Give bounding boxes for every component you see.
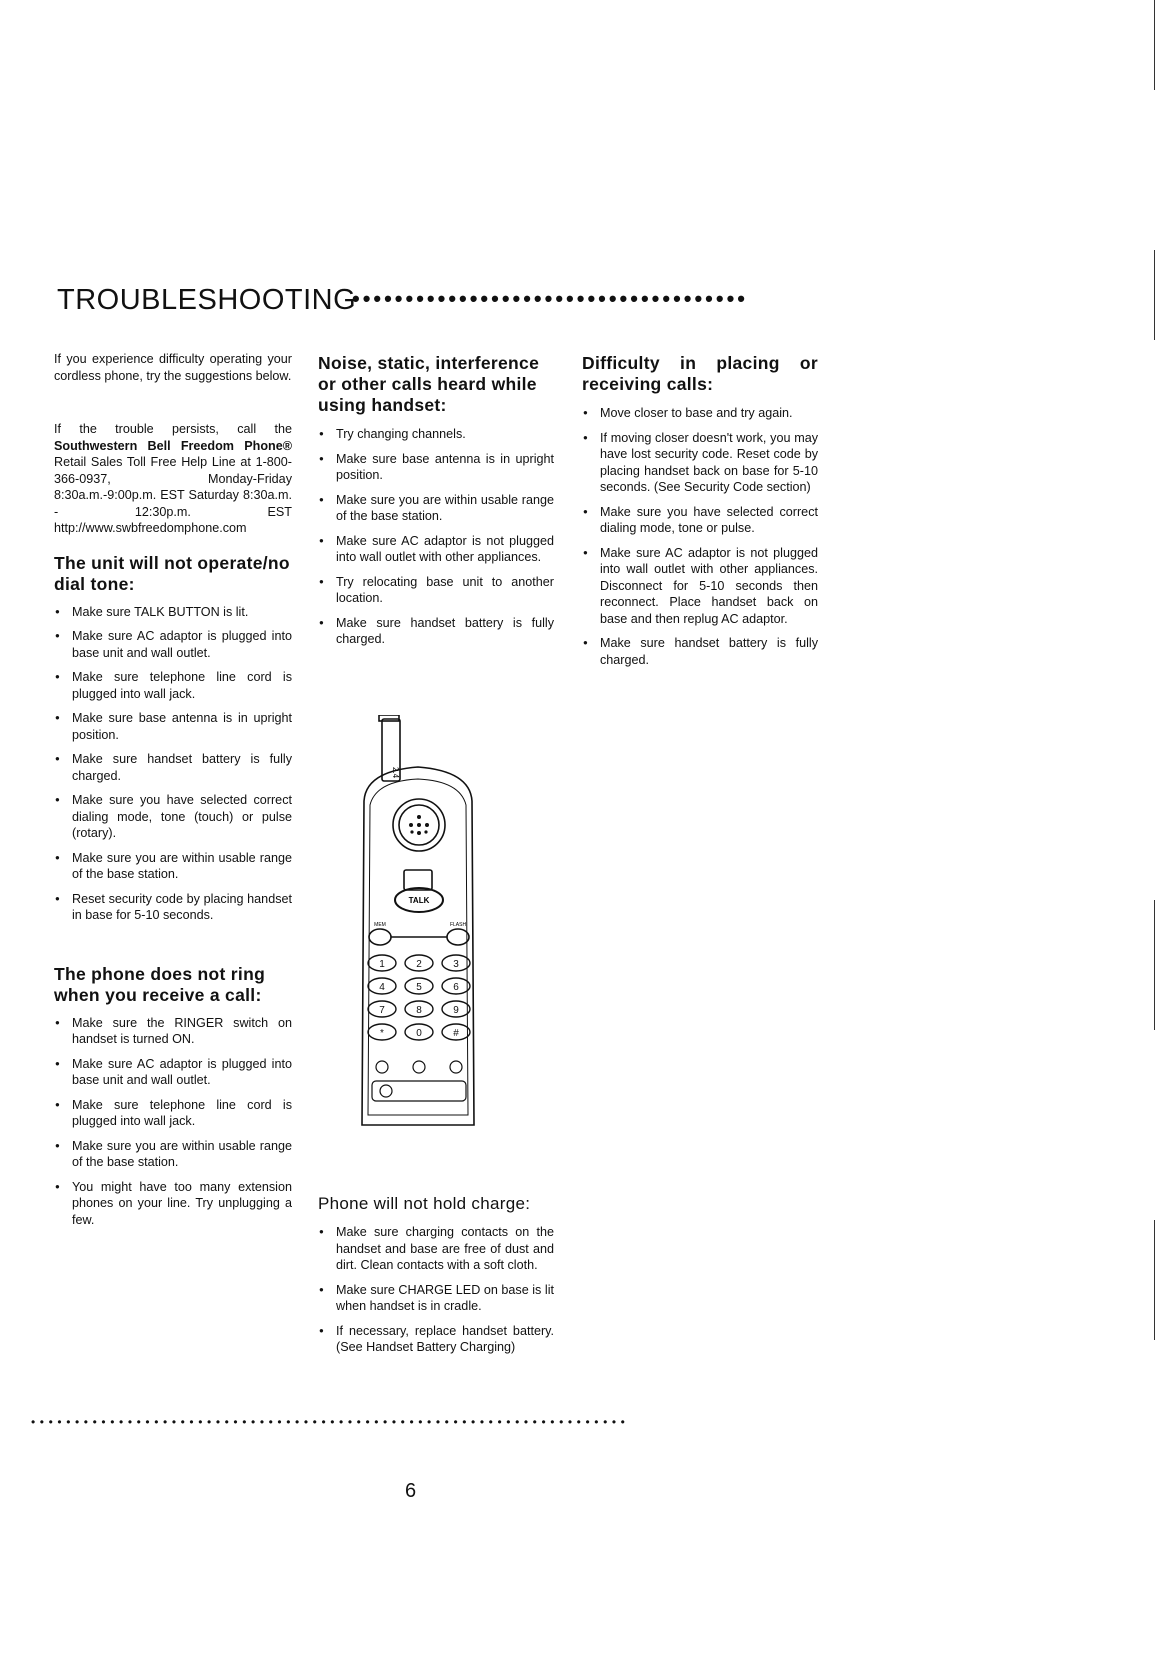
list-item: ● Try relocating base unit to another location. [318,574,554,607]
heading-charge: Phone will not hold charge: [318,1194,531,1213]
keypad-key-label: 2 [416,959,422,970]
list-item: ● Make sure charging contacts on the handset and base are free of dust and dirt. Clean contacts with a soft cloth. [318,1224,554,1274]
flash-key-label: FLASH [449,922,467,928]
keypad-key-label: * [380,1028,384,1039]
list-item: ● Make sure AC adaptor is plugged into base unit and wall outlet. [54,1056,292,1089]
brand-name: Southwestern Bell Freedom Phone® [54,438,292,453]
column-middle-lower [318,1193,554,1364]
earpiece-holes [409,815,429,835]
help-line-details: Retail Sales Toll Free Help Line at 1-800-366-0937, Monday-Friday 8:30a.m.-9:00p.m. EST Saturday 8:30a.m. - 12:30p.m. EST http://www.swbfreedomphone.com [54,455,292,535]
keypad [368,955,470,1040]
list-item: ● Make sure CHARGE LED on base is lit when handset is in cradle. [318,1282,554,1315]
list-item: ● Make sure AC adaptor is plugged into base unit and wall outlet. [54,628,292,661]
list-item: ● Make sure you are within usable range of the base station. [54,1138,292,1171]
list-item: ● Move closer to base and try again. [582,405,818,422]
list-item: ● Try changing channels. [318,426,554,443]
heading-no-dial-tone: The unit will not operate/no dial tone: [54,552,290,594]
scan-edge-mark [1154,0,1155,90]
list-item: ● If moving closer doesn't work, you may have lost security code. Reset code by placing handset back on base for 5-10 seconds. (See Security Code section) [582,430,818,496]
list-item: ● Make sure base antenna is in upright position. [54,710,292,743]
keypad-key-label: 7 [379,1005,385,1016]
keypad-key-label: 6 [453,982,459,993]
keypad-key-label: 3 [453,959,459,970]
scan-edge-mark [1154,900,1155,1030]
list-item: ● Reset security code by placing handset in base for 5-10 seconds. [54,891,292,924]
intro-paragraph: If you experience difficulty operating your cordless phone, try the suggestions below. [54,352,292,383]
list-item: ● You might have too many extension phones on your line. Try unplugging a few. [54,1179,292,1229]
list-item: ● Make sure AC adaptor is not plugged into wall outlet with other appliances. Disconnect for 5-10 seconds then reconnect. Place handset back on base and then replug AC adaptor. [582,545,818,628]
title-dot-leader: ••••••••••••••••••••••••••••••••••••• [352,286,748,311]
handset-body [362,767,474,1125]
list-item: ● Make sure TALK BUTTON is lit. [54,604,292,621]
list-charge [318,1224,554,1356]
keypad-key-label: 8 [416,1005,422,1016]
heading-placing-calls: Difficulty in placing or receiving calls: [582,353,818,394]
mem-key-label: MEM [374,922,386,928]
list-item: ● Make sure you have selected correct dialing mode, tone (touch) or pulse (rotary). [54,792,292,842]
keypad-key-label: 4 [379,982,385,993]
keypad-key-label: 1 [379,959,385,970]
svg-text:2.4: 2.4 [391,767,400,779]
list-item: ● Make sure the RINGER switch on handset is turned ON. [54,1015,292,1048]
handset-illustration [356,715,482,1137]
list-placing-calls [582,405,818,668]
list-item: ● Make sure handset battery is fully charged. [54,751,292,784]
list-noise [318,426,554,648]
keypad-key-label: 0 [416,1028,422,1039]
talk-key-label: TALK [408,896,430,905]
heading-no-ring: The phone does not ring when you receive a call: [54,963,266,1005]
list-item: ● Make sure handset battery is fully charged. [582,635,818,668]
list-no-ring [54,1015,292,1229]
footer-dot-leader: •••••••••••••••••••••••••••••••••••••••••••••••••••••••••••••••••••• [31,1415,630,1429]
list-item: ● If necessary, replace handset battery. (See Handset Battery Charging) [318,1323,554,1356]
list-item: ● Make sure base antenna is in upright position. [318,451,554,484]
help-line-paragraph [54,421,292,537]
page-title: TROUBLESHOOTING [57,284,357,316]
help-line-prefix: If the trouble persists, call the [54,422,292,436]
list-no-dial-tone [54,604,292,924]
list-item: ● Make sure you have selected correct dialing mode, tone or pulse. [582,504,818,537]
scan-edge-mark [1154,250,1155,340]
keypad-key-label: # [453,1028,459,1039]
scan-edge-mark [1154,1220,1155,1340]
column-right [582,353,818,676]
list-item: ● Make sure telephone line cord is plugged into wall jack. [54,1097,292,1130]
keypad-key-label: 9 [453,1005,459,1016]
list-item: ● Make sure telephone line cord is plugged into wall jack. [54,669,292,702]
list-item: ● Make sure you are within usable range of the base station. [54,850,292,883]
column-middle [318,353,554,656]
page-number: 6 [405,1480,417,1502]
list-item: ● Make sure handset battery is fully charged. [318,615,554,648]
heading-noise: Noise, static, interference or other calls heard while using handset: [318,353,540,415]
list-item: ● Make sure you are within usable range of the base station. [318,492,554,525]
list-item: ● Make sure AC adaptor is not plugged into wall outlet with other appliances. [318,533,554,566]
keypad-key-label: 5 [416,982,422,993]
column-left [54,351,292,1236]
